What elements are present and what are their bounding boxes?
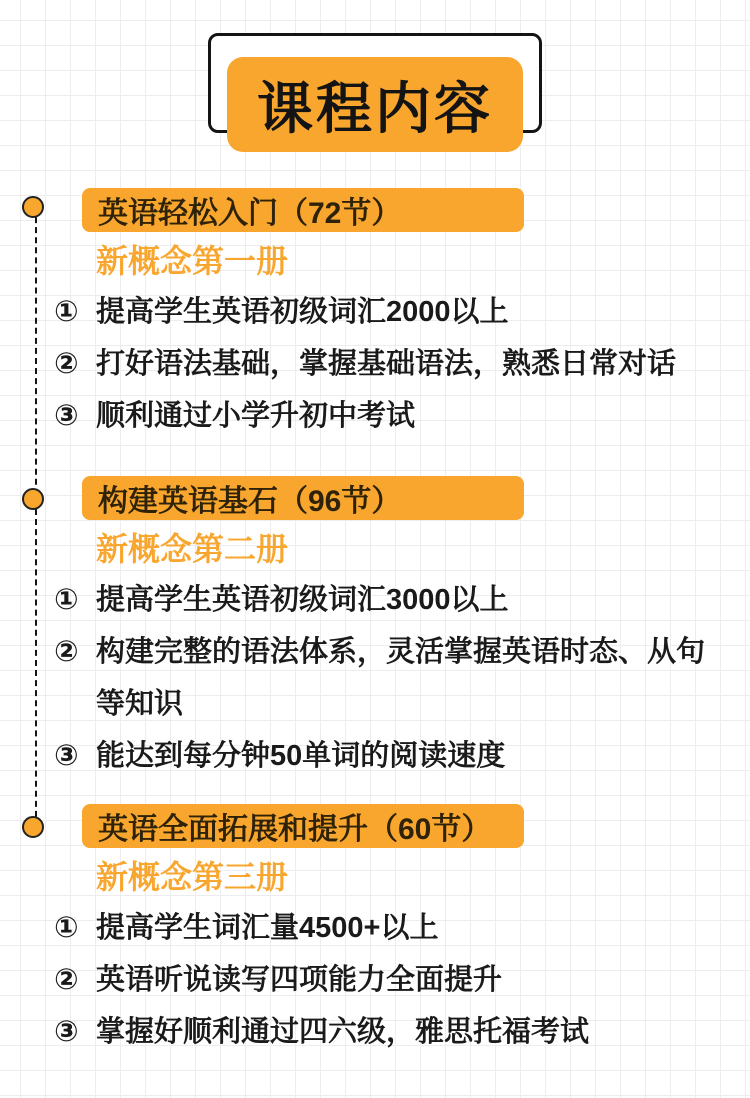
list-item: [54, 338, 726, 390]
list-item: [54, 1006, 726, 1058]
section-1-subtitle: 新概念第一册: [96, 243, 289, 279]
timeline-dot-1: [22, 196, 44, 218]
list-item: [54, 954, 726, 1006]
section-3-items: [54, 902, 726, 1058]
section-2-subtitle: 新概念第二册: [96, 531, 289, 567]
item-text: 提高学生英语初级词汇3000以上: [96, 584, 509, 616]
timeline-dashed-line: [35, 207, 37, 827]
item-number: ②: [54, 964, 79, 996]
item-number: ②: [54, 636, 79, 668]
course-section-1: [54, 188, 726, 442]
list-item: [54, 902, 726, 954]
item-text: 打好语法基础，掌握基础语法，熟悉日常对话: [96, 348, 677, 380]
list-item: [54, 626, 726, 730]
item-number: ③: [54, 1016, 79, 1048]
item-text: 提高学生词汇量4500+以上: [96, 912, 439, 944]
item-text: 能达到每分钟50单词的阅读速度: [96, 740, 506, 772]
section-2-header: 构建英语基石（96节）: [82, 476, 524, 520]
course-section-2: [54, 476, 726, 782]
section-3-header: 英语全面拓展和提升（60节）: [82, 804, 524, 848]
item-text: 顺利通过小学升初中考试: [96, 400, 416, 432]
item-text: 掌握好顺利通过四六级，雅思托福考试: [96, 1016, 590, 1048]
item-number: ③: [54, 740, 79, 772]
item-number: ①: [54, 912, 79, 944]
list-item: [54, 730, 726, 782]
list-item: [54, 574, 726, 626]
item-text: 构建完整的语法体系，灵活掌握英语时态、从句等知识: [96, 636, 706, 720]
item-text: 英语听说读写四项能力全面提升: [96, 964, 503, 996]
timeline-dot-3: [22, 816, 44, 838]
section-1-items: [54, 286, 726, 442]
section-1-header: 英语轻松入门（72节）: [82, 188, 524, 232]
section-2-items: [54, 574, 726, 782]
list-item: [54, 286, 726, 338]
item-number: ①: [54, 296, 79, 328]
page-title: 课程内容: [227, 57, 523, 152]
timeline-dot-2: [22, 488, 44, 510]
item-number: ②: [54, 348, 79, 380]
section-3-subtitle: 新概念第三册: [96, 859, 289, 895]
list-item: [54, 390, 726, 442]
item-number: ③: [54, 400, 79, 432]
course-section-3: [54, 804, 726, 1058]
item-number: ①: [54, 584, 79, 616]
item-text: 提高学生英语初级词汇2000以上: [96, 296, 509, 328]
